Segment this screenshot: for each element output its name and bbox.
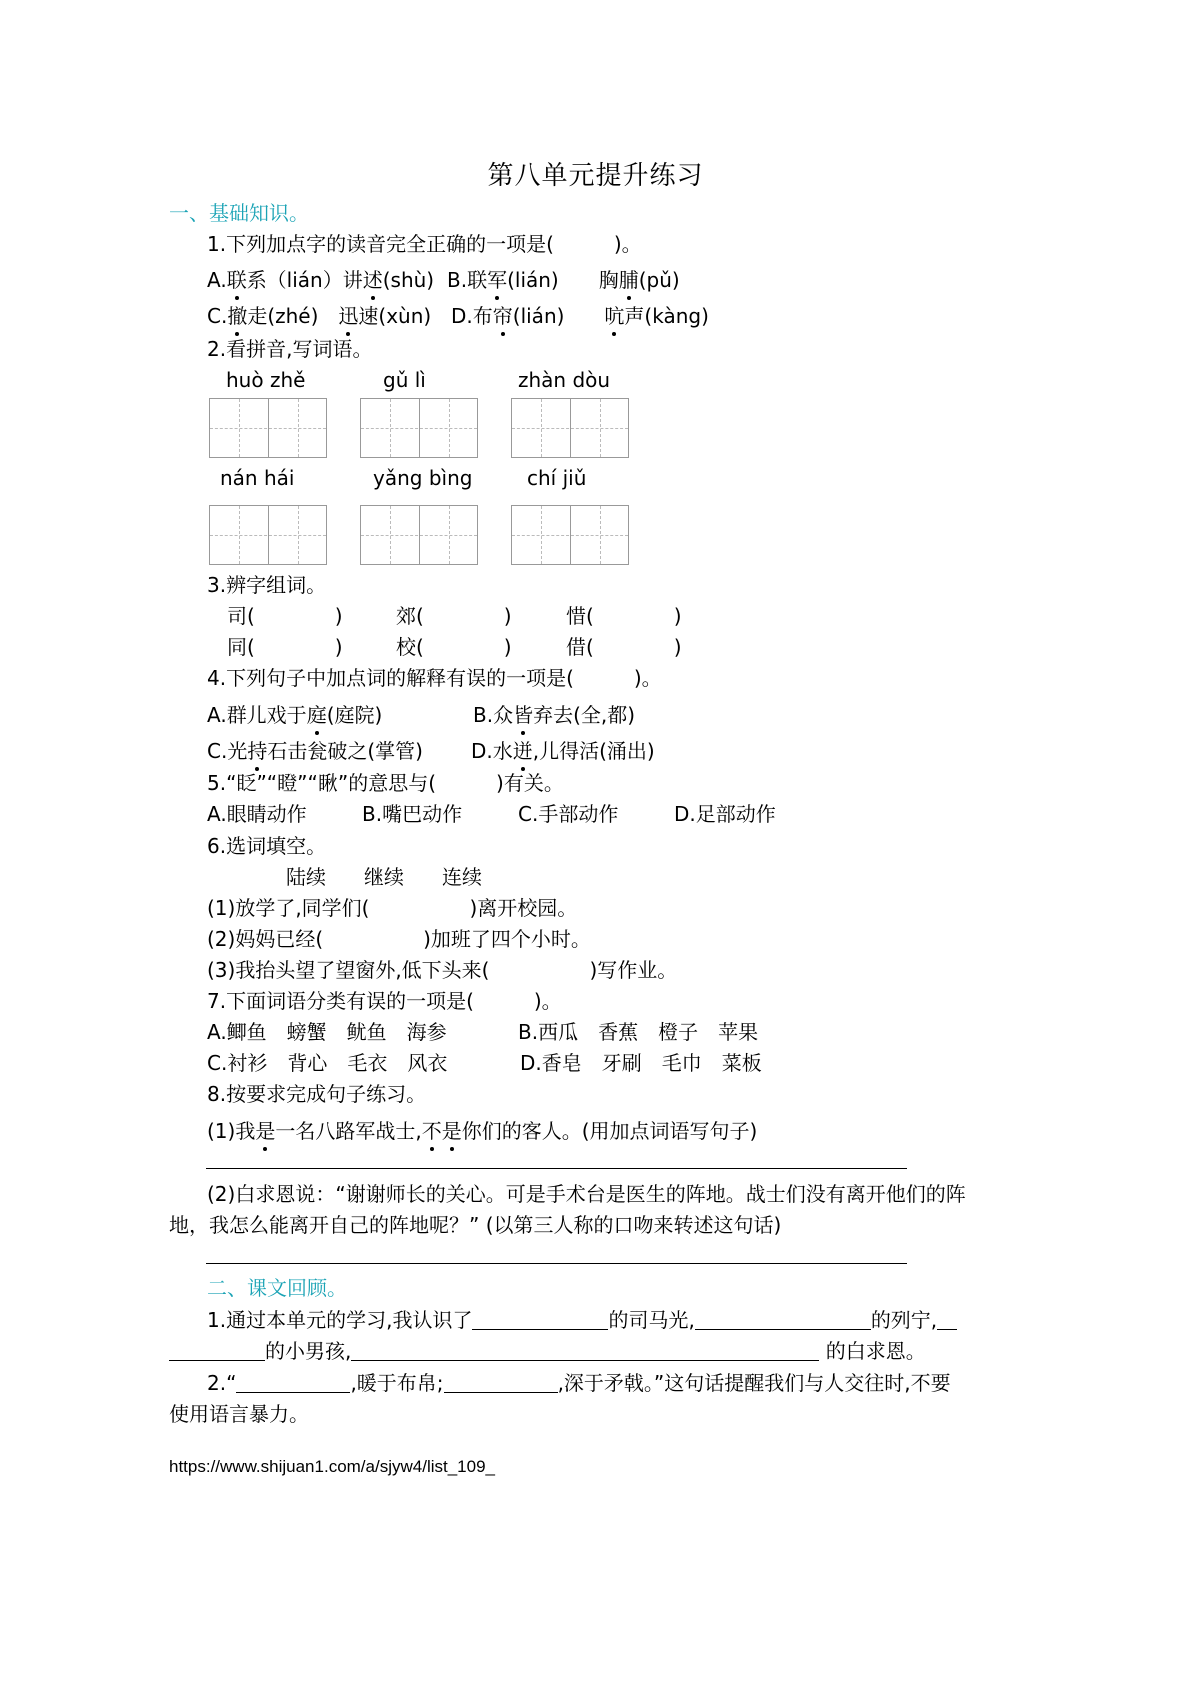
word-group-item[interactable]: 郊( )	[396, 604, 512, 628]
word-choice: 连续	[442, 865, 482, 889]
q2-stem: 2.看拼音,写词语。	[207, 337, 373, 361]
q4-option-a: A.群儿戏于庭(庭院)	[207, 703, 383, 727]
word-group-item[interactable]: 司( )	[227, 604, 343, 628]
answer-line[interactable]	[206, 1168, 907, 1169]
q8-item-2-line1: (2)白求恩说：“谢谢师长的关心。可是手术台是医生的阵地。战士们没有离开他们的阵	[207, 1182, 966, 1206]
q4-stem: 4.下列句子中加点词的解释有误的一项是( )。	[207, 666, 662, 690]
q4-option-b: B.众皆弃去(全,都)	[473, 703, 636, 727]
q5-stem: 5.“眨”“瞪”“瞅”的意思与( )有关。	[207, 771, 564, 795]
fill-blank[interactable]	[937, 1311, 957, 1330]
writing-grid[interactable]	[511, 398, 629, 458]
page-title: 第八单元提升练习	[487, 161, 704, 191]
footer-url[interactable]: https://www.shijuan1.com/a/sjyw4/list_109_	[169, 1457, 495, 1476]
q4-option-c: C.光持石击瓮破之(掌管)	[207, 739, 423, 763]
q7-option-a[interactable]: A.鲫鱼 螃蟹 鱿鱼 海参	[207, 1020, 447, 1044]
review-q2-line1: 2.“ ,暖于布帛; ,深于矛戟。”这句话提醒我们与人交往时,不要	[207, 1371, 951, 1395]
q4-option-d: D.水迸,儿得活(涌出)	[471, 739, 655, 763]
q1-stem: 1.下列加点字的读音完全正确的一项是( )。	[207, 232, 642, 256]
fill-blank[interactable]	[169, 1342, 265, 1361]
fill-blank-item[interactable]: (2)妈妈已经( )加班了四个小时。	[207, 927, 591, 951]
word-choice: 继续	[364, 865, 404, 889]
q8-item-2-line2: 地，我怎么能离开自己的阵地呢？” (以第三人称的口吻来转述这句话)	[169, 1213, 782, 1237]
word-choice: 陆续	[286, 865, 326, 889]
fill-blank[interactable]	[444, 1374, 558, 1393]
fill-blank[interactable]	[351, 1342, 819, 1361]
pinyin-label: huò zhě	[226, 368, 306, 392]
q5-option[interactable]: C.手部动作	[518, 802, 619, 826]
q8-stem: 8.按要求完成句子练习。	[207, 1082, 427, 1106]
writing-grid[interactable]	[360, 398, 478, 458]
section-1-heading: 一、基础知识。	[169, 201, 309, 225]
q1-option-d: D.布帘(lián) 吭声(kàng)	[451, 304, 709, 328]
pinyin-label: nán hái	[220, 466, 295, 490]
section-2-heading: 二、课文回顾。	[207, 1276, 347, 1300]
review-q2-line2: 使用语言暴力。	[169, 1402, 309, 1426]
writing-grid[interactable]	[360, 505, 478, 565]
q7-option-d[interactable]: D.香皂 牙刷 毛巾 菜板	[520, 1051, 762, 1075]
writing-grid[interactable]	[209, 505, 327, 565]
q3-stem: 3.辨字组词。	[207, 573, 327, 597]
pinyin-label: gǔ lì	[383, 368, 426, 392]
word-group-item[interactable]: 借( )	[566, 635, 682, 659]
q8-item-1: (1)我是一名八路军战士,不是你们的客人。(用加点词语写句子)	[207, 1119, 758, 1143]
q1-option-c: C.撤走(zhé) 迅速(xùn)	[207, 304, 432, 328]
word-group-item[interactable]: 惜( )	[566, 604, 682, 628]
pinyin-label: yǎng bìng	[373, 466, 473, 490]
answer-line[interactable]	[206, 1263, 907, 1264]
q1-option-a: A.联系（lián）讲述(shù)	[207, 268, 435, 292]
word-group-item[interactable]: 校( )	[396, 635, 512, 659]
q5-option[interactable]: B.嘴巴动作	[362, 802, 463, 826]
q7-stem: 7.下面词语分类有误的一项是( )。	[207, 989, 562, 1013]
q7-option-c[interactable]: C.衬衫 背心 毛衣 风衣	[207, 1051, 448, 1075]
q6-stem: 6.选词填空。	[207, 834, 327, 858]
q5-option[interactable]: D.足部动作	[674, 802, 776, 826]
q7-option-b[interactable]: B.西瓜 香蕉 橙子 苹果	[518, 1020, 759, 1044]
review-q1-line1: 1.通过本单元的学习,我认识了 的司马光, 的列宁,	[207, 1310, 957, 1330]
fill-blank[interactable]	[472, 1311, 608, 1330]
pinyin-label: chí jiǔ	[527, 466, 587, 490]
fill-blank[interactable]	[695, 1311, 871, 1330]
writing-grid[interactable]	[209, 398, 327, 458]
review-q1-line2: 的小男孩, 的白求恩。	[169, 1341, 926, 1361]
writing-grid[interactable]	[511, 505, 629, 565]
fill-blank-item[interactable]: (3)我抬头望了望窗外,低下头来( )写作业。	[207, 958, 678, 982]
q5-option[interactable]: A.眼睛动作	[207, 802, 307, 826]
word-group-item[interactable]: 同( )	[227, 635, 343, 659]
fill-blank-item[interactable]: (1)放学了,同学们( )离开校园。	[207, 896, 578, 920]
fill-blank[interactable]	[236, 1374, 350, 1393]
q1-option-b: B.联军(lián) 胸脯(pǔ)	[447, 268, 680, 292]
pinyin-label: zhàn dòu	[518, 368, 611, 392]
